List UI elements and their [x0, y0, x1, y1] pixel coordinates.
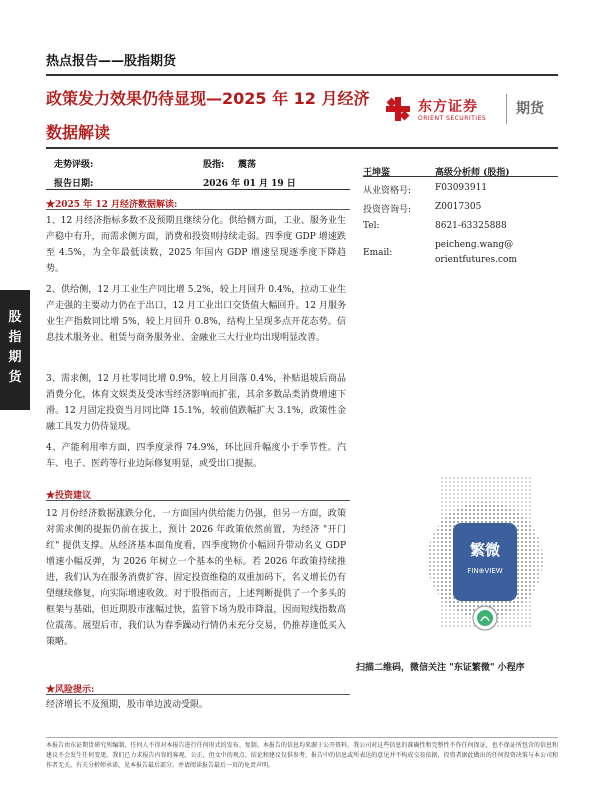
risk-section-rule [46, 694, 350, 695]
logo-unit: 期货 [516, 101, 544, 117]
logo-name-cn: 东方证券 [418, 99, 478, 115]
email-value-line-2[interactable]: orientfutures.com [435, 255, 517, 265]
header-rule [46, 147, 558, 149]
invest-consult-label: 投资咨询号: [363, 205, 412, 215]
paragraph-5: 12 月份经济数据涨跌分化，一方面国内供给能力仍强，但另一方面，政策对需求侧的提振仍前在拔上，预计 2026 年政策依然前置，为经济 "开门红" 提供支撑。从经济基本面角度看，四季度物价小幅回升带动名义 GDP 增速小幅反弹，为 2026 年树立一个基本的坐标。若 2026 年政策持续推进，我们认为在服务消费扩容、固定投资维稳的双重加码下，名义增长仍有望继续修复，向实际增速收敛。对于股指而言，上述判断提供了一个多头的框架与基础，但近期股市涨幅过快，监管下场为股市降温，因而短线指数高位震荡。展望后市，我们认为春季躁动行情仍未充分交易，仍推荐逢低买入策略。 [46, 509, 346, 647]
invest-consult-value: Z0017305 [435, 202, 482, 212]
footer-rule [46, 737, 558, 738]
qualification-label: 从业资格号: [363, 186, 412, 196]
advice-section-heading: ★投资建议 [46, 491, 92, 501]
data-section-heading: ★2025 年 12 月经济数据解读: [46, 200, 178, 210]
mini-program-qr-icon [425, 465, 545, 655]
email-value-line-1[interactable]: peicheng.wang@ [435, 240, 514, 250]
logo-name-en: ORIENT SECURITIES [418, 115, 487, 122]
side-band [0, 290, 30, 410]
paragraph-6: 经济增长不及预期，股市单边波动受限。 [46, 700, 209, 710]
report-category: 热点报告——股指期货 [46, 54, 177, 69]
risk-section-heading: ★风险提示: [46, 685, 95, 695]
product-label: 股指: [203, 160, 225, 170]
side-band-label: 股指期货 [8, 310, 22, 385]
paragraph-1: 1、12 月经济指标多数不及预期且继续分化。供给侧方面，工业、服务业生产稳中有升，而需求侧方面，消费和投资则持续走弱。四季度 GDP 增速跌至 4.5%，为全年最低读数，2025 年国内 GDP 增速呈现逐季度下降趋势。 [46, 216, 346, 274]
brand-logo [384, 92, 559, 132]
qr-badge-text: 繁微 [469, 541, 500, 559]
analyst-rule [363, 176, 558, 177]
orient-securities-logo-icon [384, 95, 412, 123]
logo-separator [506, 94, 507, 124]
tel-value: 8621-63325888 [435, 221, 507, 231]
analyst-name: 王坤鉴 [363, 168, 391, 178]
tel-label: Tel: [363, 221, 380, 231]
qr-badge-en: FIN⊕VIEW [467, 567, 503, 575]
email-label: Email: [363, 248, 393, 258]
paragraph-2: 2、供给侧，12 月工业生产同比增 5.2%，较上月回升 0.4%，拉动工业生产走强的主要动力仍在于出口，12 月工业出口交货值大幅回升。12 月服务业生产指数同比增 5%，较上月回升 0.8%，结构上呈现多点开花态势。信息技术服务业、租赁与商务服务业、金融业三大行业均出现明显改善。 [46, 285, 346, 343]
qr-code[interactable] [425, 465, 545, 655]
paragraph-4: 4、产能利用率方面，四季度录得 74.9%，环比回升幅度小于季节性。汽车、电子、医药等行业边际修复明显，或受出口提振。 [46, 443, 346, 469]
report-title: 政策发力效果仍待显现—2025 年 12 月经济数据解读 [46, 89, 370, 142]
paragraph-3: 3、需求侧，12 月社零同比增 0.9%，较上月回落 0.4%，补贴退坡后商品消费分化，体育文娱类及受冰雪经济影响而扩张，其余多数品类消费增速下滑。12 月固定投资当月同比降 15.1%，较前值跌幅扩大 3.1%，政策性金融工具发力仍待显现。 [46, 374, 346, 432]
date-value: 2026 年 01 月 19 日 [203, 179, 296, 189]
qualification-value: F03093911 [435, 183, 488, 193]
qr-caption: 扫描二维码，微信关注 "东证繁微" 小程序 [356, 663, 525, 673]
top-rule [46, 74, 558, 76]
meta-rule [46, 189, 350, 190]
data-section-rule [46, 209, 350, 210]
date-label: 报告日期: [54, 179, 94, 189]
footer-disclaimer: 本报告由东证期货研究所编制，任何人不得对本报告进行任何形式的发布、复制。本报告的信息均来源于公开资料，我公司对这些信息的准确性和完整性不作任何保证，也不保证所包含的信息和建议不会发生任何变更。我们已力求报告内容的客观、公正，但文中的观点、结论和建议仅供参考，报告中的信息或所表达的意见并不构成交易依据，投资者据此做出的任何投资决策与本公司和作者无关。有关分析师承诺，见本报告最后部分。并请阅读报告最后一页的免责声明。 [46, 742, 558, 769]
trend-label: 走势评级: [54, 160, 94, 170]
advice-section-rule [46, 500, 350, 501]
analyst-role: 高级分析师 (股指) [435, 168, 510, 178]
product-value: 震荡 [238, 160, 257, 170]
